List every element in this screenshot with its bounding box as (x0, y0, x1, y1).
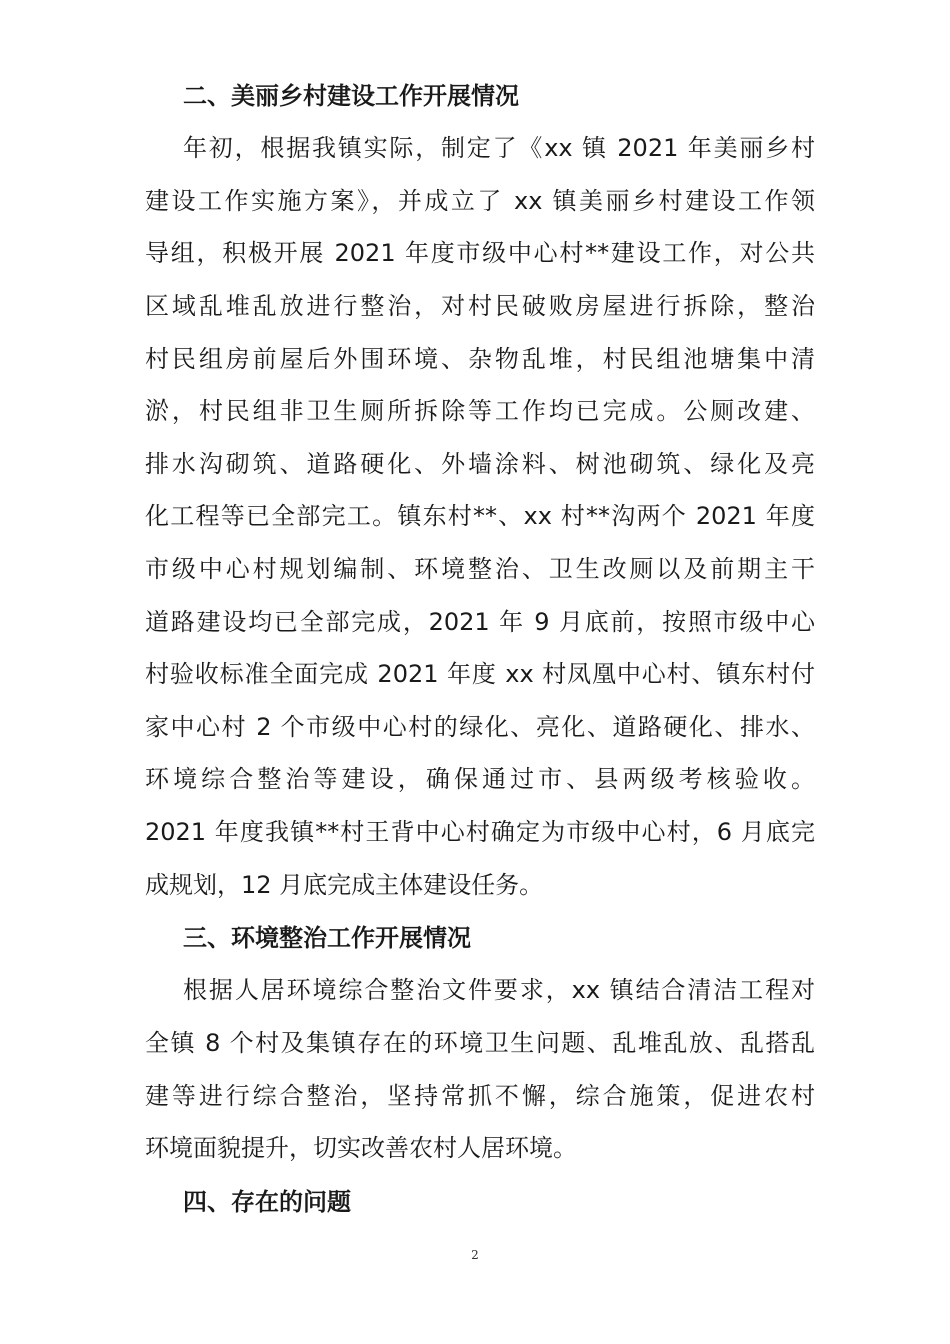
paragraph-line: 全镇 8 个村及集镇存在的环境卫生问题、乱堆乱放、乱搭乱 (145, 1029, 815, 1057)
section-heading-4: 四、存在的问题 (183, 1188, 351, 1216)
section-heading-3: 三、环境整治工作开展情况 (183, 924, 471, 952)
paragraph-line: 淤，村民组非卫生厕所拆除等工作均已完成。公厕改建、 (145, 397, 815, 425)
paragraph-line: 建等进行综合整治，坚持常抓不懈，综合施策，促进农村 (145, 1082, 815, 1110)
section-heading-2: 二、美丽乡村建设工作开展情况 (183, 82, 519, 110)
paragraph-line: 2021 年度我镇**村王背中心村确定为市级中心村，6 月底完 (145, 818, 815, 846)
paragraph-line: 建设工作实施方案》，并成立了 xx 镇美丽乡村建设工作领 (145, 187, 815, 215)
paragraph-line: 年初，根据我镇实际，制定了《xx 镇 2021 年美丽乡村 (183, 134, 815, 162)
paragraph-line: 根据人居环境综合整治文件要求，xx 镇结合清洁工程对 (183, 976, 815, 1004)
paragraph-line: 村验收标准全面完成 2021 年度 xx 村凤凰中心村、镇东村付 (145, 660, 815, 688)
paragraph-line-last: 环境面貌提升，切实改善农村人居环境。 (145, 1134, 577, 1162)
paragraph-line: 道路建设均已全部完成，2021 年 9 月底前，按照市级中心 (145, 608, 815, 636)
paragraph-line: 村民组房前屋后外围环境、杂物乱堆，村民组池塘集中清 (145, 345, 815, 373)
paragraph-line-last: 成规划，12 月底完成主体建设任务。 (145, 871, 544, 899)
paragraph-line: 环境综合整治等建设，确保通过市、县两级考核验收。 (145, 765, 815, 793)
paragraph-line: 市级中心村规划编制、环境整治、卫生改厕以及前期主干 (145, 555, 815, 583)
paragraph-line: 导组，积极开展 2021 年度市级中心村**建设工作，对公共 (145, 239, 815, 267)
paragraph-line: 区域乱堆乱放进行整治，对村民破败房屋进行拆除，整治 (145, 292, 815, 320)
paragraph-line: 排水沟砌筑、道路硬化、外墙涂料、树池砌筑、绿化及亮 (145, 450, 815, 478)
paragraph-line: 化工程等已全部完工。镇东村**、xx 村**沟两个 2021 年度 (145, 502, 815, 530)
page-number: 2 (471, 1248, 479, 1262)
paragraph-line: 家中心村 2 个市级中心村的绿化、亮化、道路硬化、排水、 (145, 713, 815, 741)
